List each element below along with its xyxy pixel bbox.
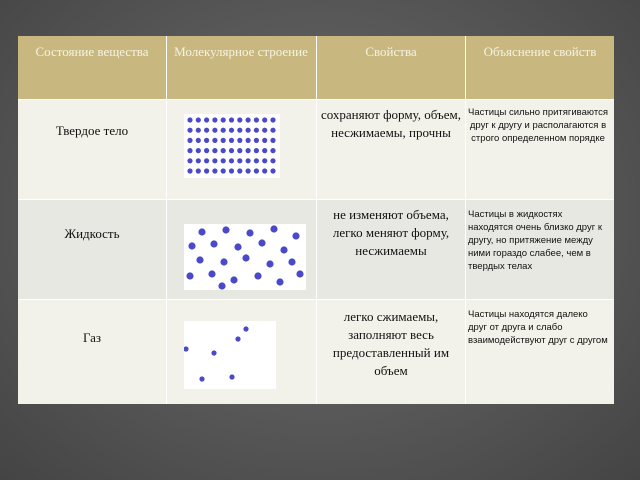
particle [204, 128, 209, 133]
particle [229, 128, 234, 133]
properties-solid: сохраняют форму, объем, несжимаемы, прочны [320, 107, 462, 140]
particle [237, 148, 242, 153]
particle [246, 229, 253, 236]
states-of-matter-table [18, 36, 614, 404]
particle [262, 117, 267, 122]
particle [288, 258, 295, 265]
row-divider [18, 299, 614, 300]
particle [187, 117, 192, 122]
header-explanation: Объяснение свойств [466, 36, 614, 99]
particle [221, 148, 226, 153]
row-divider [18, 99, 614, 100]
particle [204, 158, 209, 163]
particle [204, 117, 209, 122]
particle [221, 168, 226, 173]
particle [262, 168, 267, 173]
particle [196, 128, 201, 133]
particle [254, 148, 259, 153]
particle [280, 246, 287, 253]
particle [237, 128, 242, 133]
particle [258, 239, 265, 246]
molecular-structure-solid [184, 114, 280, 178]
particle [270, 128, 275, 133]
particle [270, 117, 275, 122]
particle [187, 148, 192, 153]
particle [254, 128, 259, 133]
particle [221, 158, 226, 163]
column-divider [316, 36, 317, 404]
particle [229, 148, 234, 153]
state-liquid: Жидкость [64, 226, 120, 241]
row-divider [18, 199, 614, 200]
particle [237, 117, 242, 122]
particle [237, 158, 242, 163]
particle [210, 240, 217, 247]
particle [184, 346, 189, 351]
particle [229, 374, 234, 379]
particle [262, 128, 267, 133]
particle [188, 242, 195, 249]
particle [266, 260, 273, 267]
particle [235, 336, 240, 341]
explanation-solid: Частицы сильно притягиваются друг к другу и располагаются в строго определенном порядке [468, 107, 608, 144]
particle [212, 158, 217, 163]
header-properties: Свойства [316, 36, 466, 99]
particle [187, 138, 192, 143]
particle [212, 148, 217, 153]
particle [254, 117, 259, 122]
particle [196, 168, 201, 173]
particle [196, 158, 201, 163]
particle [270, 158, 275, 163]
particle [270, 168, 275, 173]
particle [204, 168, 209, 173]
particle [221, 138, 226, 143]
particle [229, 158, 234, 163]
header-structure: Молекулярное строение [166, 36, 316, 99]
particle [198, 228, 205, 235]
column-divider [166, 36, 167, 404]
column-divider [465, 36, 466, 404]
particle [270, 138, 275, 143]
particle [229, 117, 234, 122]
particle [212, 117, 217, 122]
particle [246, 117, 251, 122]
particle [208, 270, 215, 277]
particle [212, 168, 217, 173]
particle [237, 138, 242, 143]
state-solid: Твердое тело [55, 123, 129, 138]
particle [204, 148, 209, 153]
particle [229, 138, 234, 143]
particle [270, 148, 275, 153]
explanation-liquid: Частицы в жидкостях находятся очень близко друг к другу, но притяжение между ними гораздо слабее, чем в твердых телах [468, 209, 602, 272]
particle [220, 258, 227, 265]
particle [262, 148, 267, 153]
particle [196, 117, 201, 122]
properties-gas: легко сжимаемы, заполняют весь предоставленный им объем [332, 309, 450, 378]
particle [196, 148, 201, 153]
state-gas: Газ [82, 330, 102, 345]
particle [196, 138, 201, 143]
particle [254, 272, 261, 279]
particle [242, 254, 249, 261]
molecular-structure-gas [184, 321, 276, 389]
particle [199, 376, 204, 381]
particle [221, 128, 226, 133]
particle [237, 168, 242, 173]
particle [254, 158, 259, 163]
particle [262, 158, 267, 163]
particle [270, 225, 277, 232]
particle [234, 243, 241, 250]
particle [246, 138, 251, 143]
particle [218, 282, 225, 289]
properties-liquid: не изменяют объема, легко меняют форму, несжимаемы [332, 207, 450, 258]
particle [186, 272, 193, 279]
particle [222, 226, 229, 233]
particle [212, 128, 217, 133]
particle [276, 278, 283, 285]
particle [296, 270, 303, 277]
particle [204, 138, 209, 143]
particle [221, 117, 226, 122]
particle [212, 138, 217, 143]
particle [229, 168, 234, 173]
particle [187, 168, 192, 173]
solid-particles [184, 114, 280, 178]
particle [246, 168, 251, 173]
particle [230, 276, 237, 283]
explanation-gas: Частицы находятся далеко друг от друга и слабо взаимодействуют друг с другом [468, 309, 608, 346]
particle [292, 232, 299, 239]
header-state: Состояние вещества [18, 36, 166, 99]
particle [211, 350, 216, 355]
particle [246, 128, 251, 133]
particle [246, 148, 251, 153]
particle [187, 158, 192, 163]
molecular-structure-liquid [184, 224, 306, 290]
particle [262, 138, 267, 143]
liquid-particles [184, 224, 306, 290]
particle [254, 168, 259, 173]
particle [243, 326, 248, 331]
particle [254, 138, 259, 143]
particle [246, 158, 251, 163]
gas-particles [184, 321, 276, 389]
particle [187, 128, 192, 133]
particle [196, 256, 203, 263]
